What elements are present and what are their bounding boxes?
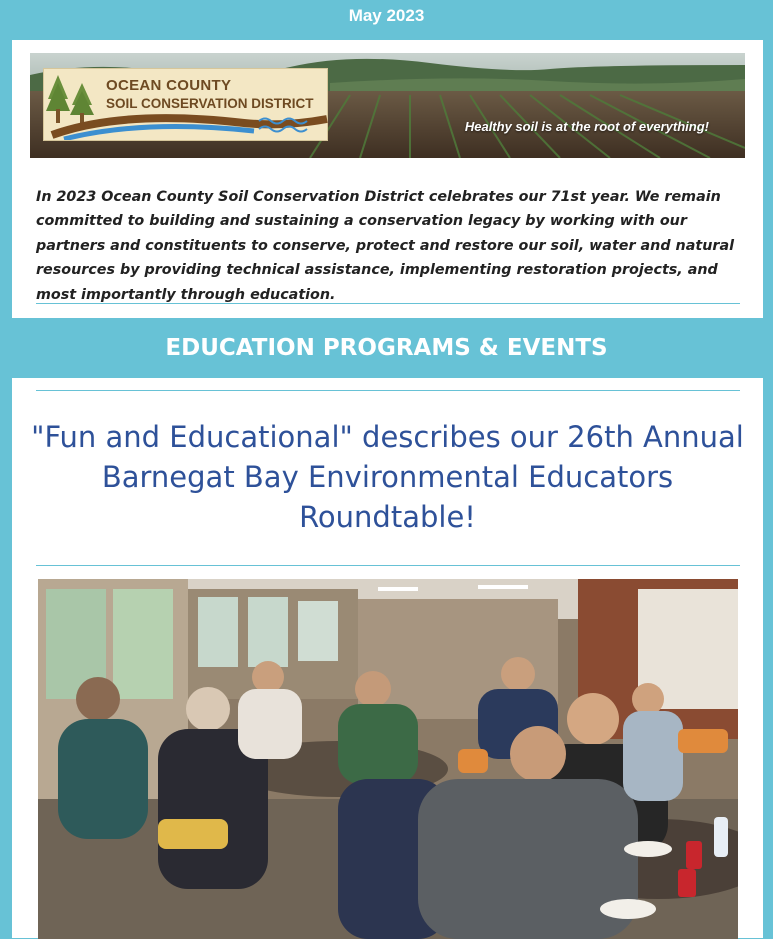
logo-org-line1: OCEAN COUNTY (106, 77, 232, 94)
logo-org-line2: SOIL CONSERVATION DISTRICT (106, 96, 314, 111)
intro-card (12, 40, 763, 318)
section-title: EDUCATION PROGRAMS & EVENTS (165, 335, 608, 361)
banner-tagline: Healthy soil is at the root of everything! (464, 119, 709, 134)
district-logo (43, 68, 328, 141)
article-headline: "Fun and Educational" describes our 26th Annual Barnegat Bay Environmental Educators Roundtable! (31, 420, 744, 534)
article-top-divider (36, 390, 740, 391)
section-divider (36, 303, 740, 304)
intro-paragraph: In 2023 Ocean County Soil Conservation District celebrates our 71st year. We remain committed to building and sustaining a conservation legacy by working with our partners and constituents to conserve, protect and restore our soil, water and natural resources by providing technical assistance, implementing restoration projects, and most importantly through education. (36, 189, 734, 303)
newsletter-date: May 2023 (348, 6, 425, 25)
article-card (12, 378, 763, 938)
event-photo-image (38, 579, 738, 939)
header-banner (30, 53, 745, 158)
event-photo (38, 579, 738, 939)
article-bottom-divider (36, 565, 740, 566)
